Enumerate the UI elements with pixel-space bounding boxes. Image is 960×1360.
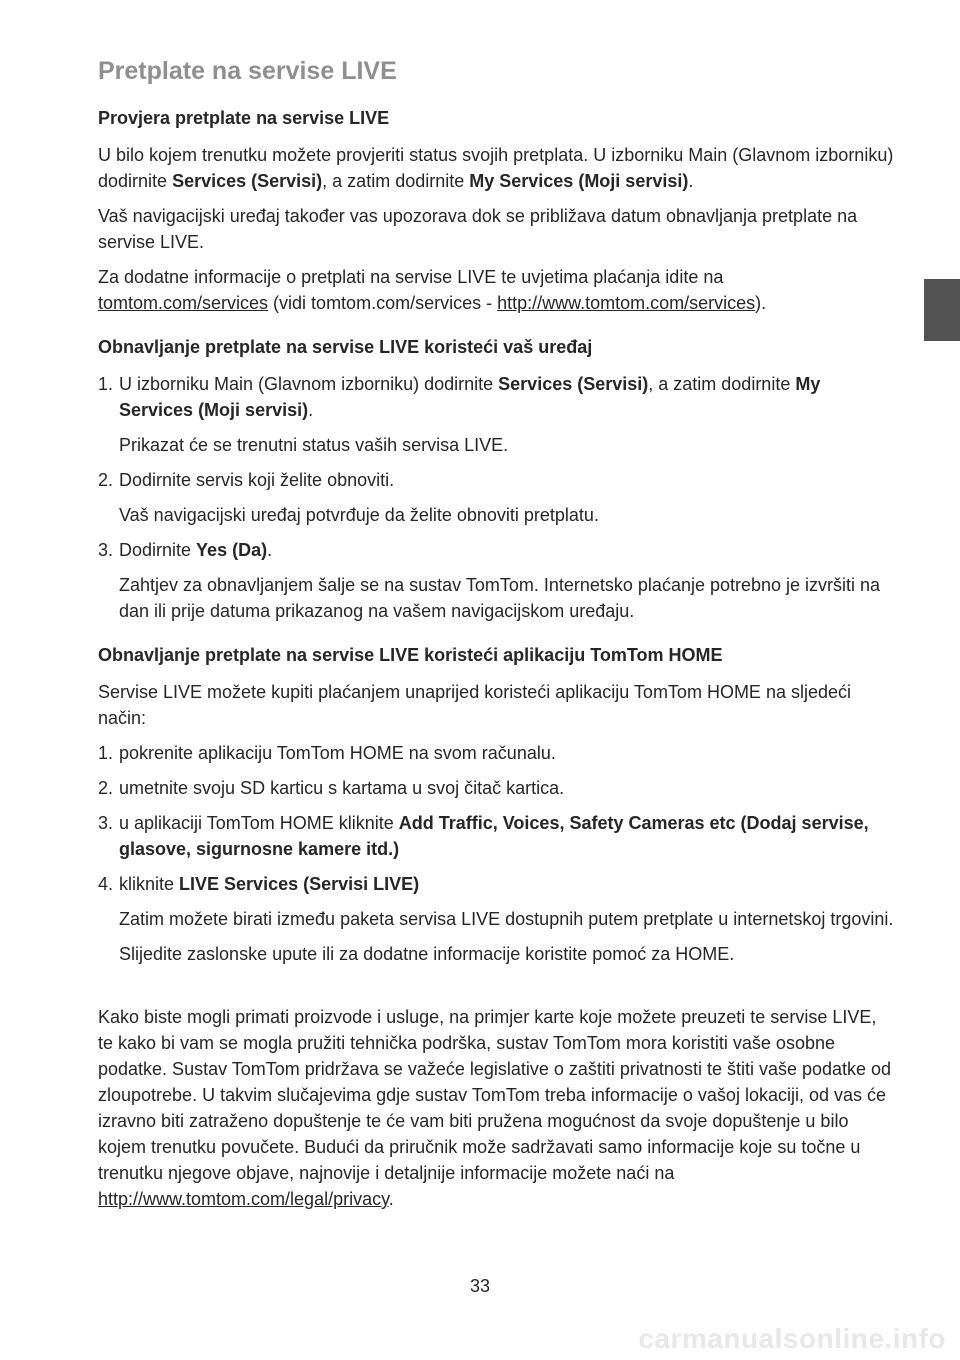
list-item: [98, 775, 894, 801]
watermark: carmanualsonline.info: [638, 1323, 946, 1354]
section-heading-check-subscription: Provjera pretplate na servise LIVE: [98, 108, 390, 128]
list-item-text: Dodirnite servis koji želite obnoviti.: [119, 470, 395, 490]
list-item: [98, 871, 894, 897]
paragraph-home-intro: Servise LIVE možete kupiti plaćanjem unaprijed koristeći aplikaciju TomTom HOME na sljedeći način:: [98, 682, 851, 728]
list-item-text: Dodirnite Yes (Da).: [119, 540, 273, 560]
section-heading-renew-home: Obnavljanje pretplate na servise LIVE koristeći aplikaciju TomTom HOME: [98, 645, 723, 665]
list-number: 1.: [98, 743, 114, 763]
list-item: [98, 371, 894, 423]
list-item-text: pokrenite aplikaciju TomTom HOME na svom računalu.: [119, 743, 556, 763]
paragraph-check-status: U bilo kojem trenutku možete provjeriti status svojih pretplata. U izborniku Main (Glavnom izborniku) dodirnite Services (Servisi), a zatim dodirnite My Services (Moji servisi).: [98, 145, 894, 191]
link-privacy-policy[interactable]: http://www.tomtom.com/legal/privacy: [98, 1189, 389, 1209]
list-number: 3.: [98, 540, 114, 560]
list-item-note: Slijedite zaslonske upute ili za dodatne informacije koristite pomoć za HOME.: [119, 944, 735, 964]
page-number: 33: [469, 1276, 491, 1296]
list-item-text: u aplikaciji TomTom HOME kliknite Add Traffic, Voices, Safety Cameras etc (Dodaj servise, glasove, sigurnosne kamere itd.): [119, 813, 869, 859]
list-item-text: U izborniku Main (Glavnom izborniku) dodirnite Services (Servisi), a zatim dodirnite My Services (Moji servisi).: [119, 374, 821, 420]
link-tomtom-services-url[interactable]: http://www.tomtom.com/services: [497, 293, 756, 313]
list-item-note: Zahtjev za obnavljanjem šalje se na sustav TomTom. Internetsko plaćanje potrebno je izvršiti na dan ili prije datuma prikazanog na vašem navigacijskom uređaju.: [119, 575, 881, 621]
list-number: 1.: [98, 374, 114, 394]
link-tomtom-services[interactable]: tomtom.com/services: [98, 293, 269, 313]
list-number: 2.: [98, 778, 114, 798]
document-body: [98, 105, 894, 1221]
list-item-note: Zatim možete birati između paketa servisa LIVE dostupnih putem pretplate u internetskoj trgovini.: [119, 909, 894, 929]
page-title: Pretplate na servise LIVE: [98, 57, 397, 85]
list-item: [98, 467, 894, 493]
section-heading-renew-device: Obnavljanje pretplate na servise LIVE koristeći vaš uređaj: [98, 337, 593, 357]
chapter-tab-marker: [924, 279, 960, 341]
paragraph-more-info: Za dodatne informacije o pretplati na servise LIVE te uvjetima plaćanja idite na tomtom.com/services (vidi tomtom.com/services - http://www.tomtom.com/services).: [98, 267, 767, 313]
list-item: [98, 537, 894, 563]
list-item-note: Vaš navigacijski uređaj potvrđuje da želite obnoviti pretplatu.: [119, 505, 599, 525]
paragraph-privacy: Kako biste mogli primati proizvode i usluge, na primjer karte koje možete preuzeti te servise LIVE, te kako bi vam se mogla pružiti tehnička podrška, sustav TomTom mora koristiti vaše osobne podatke. Sustav TomTom pridržava se važeće legislative o zaštiti privatnosti te štiti vaše podatke od zloupotrebe. U takvim slučajevima gdje sustav TomTom treba informacije o vašoj lokaciji, od vas će izravno biti zatraženo dopuštenje te će vam biti pružena mogućnost da svoje dopuštenje u bilo kojem trenutku povučete. Budući da priručnik može sadržavati samo informacije koje su točne u trenutku njegove objave, najnovije i detaljnije informacije možete naći na http://www.tomtom.com/legal/privacy.: [98, 1007, 892, 1209]
list-number: 2.: [98, 470, 114, 490]
paragraph-renewal-warning: Vaš navigacijski uređaj također vas upozorava dok se približava datum obnavljanja pretplate na servise LIVE.: [98, 206, 858, 252]
list-number: 4.: [98, 874, 114, 894]
list-number: 3.: [98, 813, 114, 833]
list-item: [98, 740, 894, 766]
list-item-text: kliknite LIVE Services (Servisi LIVE): [119, 874, 420, 894]
list-item-note: Prikazat će se trenutni status vaših servisa LIVE.: [119, 435, 509, 455]
list-item-text: umetnite svoju SD karticu s kartama u svoj čitač kartica.: [119, 778, 565, 798]
list-item: [98, 810, 894, 862]
